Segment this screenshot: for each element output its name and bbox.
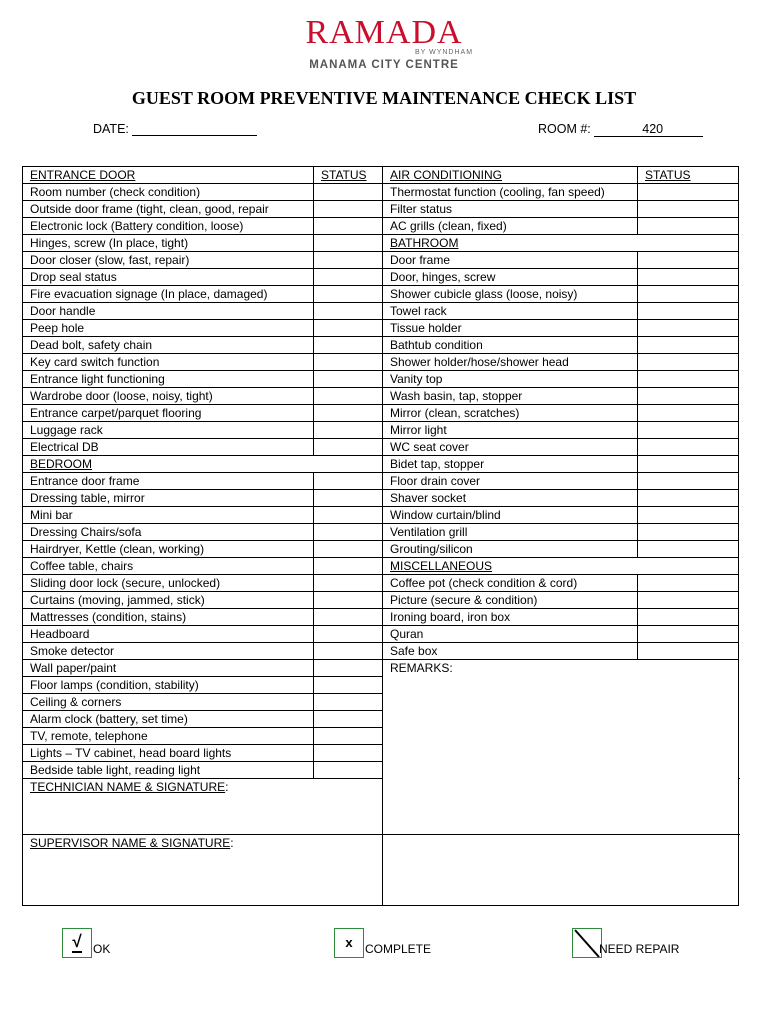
date-label: DATE: xyxy=(93,122,129,136)
table-row xyxy=(23,286,739,303)
table-row xyxy=(23,354,739,371)
complete-checkbox[interactable] xyxy=(334,928,364,958)
status-cell[interactable] xyxy=(638,626,739,643)
checklist-item: Hinges, screw (In place, tight) xyxy=(23,235,314,252)
checklist-item: Door frame xyxy=(383,252,638,269)
table-row xyxy=(23,337,739,354)
label-colon: : xyxy=(225,780,229,794)
date-field[interactable] xyxy=(93,122,257,136)
table-row xyxy=(23,524,739,541)
status-cell[interactable] xyxy=(314,184,383,201)
table-row xyxy=(23,320,739,337)
checklist-item: Dead bolt, safety chain xyxy=(23,337,314,354)
section-header: MISCELLANEOUS xyxy=(383,558,739,575)
table-row xyxy=(23,201,739,218)
status-cell[interactable] xyxy=(314,286,383,303)
checklist-item: Entrance light functioning xyxy=(23,371,314,388)
status-cell[interactable] xyxy=(314,626,383,643)
slash-icon xyxy=(573,929,601,957)
status-cell[interactable] xyxy=(638,507,739,524)
table-row xyxy=(23,422,739,439)
table-row xyxy=(23,184,739,201)
table-row xyxy=(23,558,739,575)
logo-location: MANAMA CITY CENTRE xyxy=(309,59,459,71)
status-cell[interactable] xyxy=(638,524,739,541)
table-row xyxy=(23,405,739,422)
page-title: GUEST ROOM PREVENTIVE MAINTENANCE CHECK LIST xyxy=(131,88,637,108)
status-cell[interactable] xyxy=(638,201,739,218)
checklist-item: Shaver socket xyxy=(383,490,638,507)
checklist-item: Filter status xyxy=(383,201,638,218)
table-row xyxy=(23,575,739,592)
checklist-item: Hairdryer, Kettle (clean, working) xyxy=(23,541,314,558)
room-label: ROOM #: xyxy=(538,122,591,136)
status-header: STATUS xyxy=(314,167,383,184)
status-cell[interactable] xyxy=(314,643,383,660)
status-cell[interactable] xyxy=(638,303,739,320)
checklist-item: Door handle xyxy=(23,303,314,320)
checklist-item: Grouting/silicon xyxy=(383,541,638,558)
status-cell[interactable] xyxy=(638,592,739,609)
checklist-item: Mirror light xyxy=(383,422,638,439)
supervisor-signature-box[interactable] xyxy=(23,835,383,906)
checklist-item: Outside door frame (tight, clean, good, repair xyxy=(23,201,314,218)
section-header: ENTRANCE DOOR xyxy=(23,167,314,184)
checklist-item: Thermostat function (cooling, fan speed) xyxy=(383,184,638,201)
status-cell[interactable] xyxy=(314,235,383,252)
logo-subtitle: BY WYNDHAM xyxy=(414,49,474,56)
status-cell[interactable] xyxy=(314,473,383,490)
checklist-item: Wash basin, tap, stopper xyxy=(383,388,638,405)
checklist-item: Coffee table, chairs xyxy=(23,558,314,575)
checklist-item: Vanity top xyxy=(383,371,638,388)
table-row xyxy=(23,269,739,286)
checklist-item: Dressing table, mirror xyxy=(23,490,314,507)
status-cell[interactable] xyxy=(314,524,383,541)
status-cell[interactable] xyxy=(638,286,739,303)
checklist-item: Door closer (slow, fast, repair) xyxy=(23,252,314,269)
status-cell[interactable] xyxy=(314,762,383,779)
checklist-item: Coffee pot (check condition & cord) xyxy=(383,575,638,592)
checklist-item: Entrance carpet/parquet flooring xyxy=(23,405,314,422)
status-cell[interactable] xyxy=(314,439,383,456)
table-row xyxy=(23,371,739,388)
checklist-item: Ironing board, iron box xyxy=(383,609,638,626)
remarks-label: REMARKS: xyxy=(390,661,453,675)
checklist-item: Towel rack xyxy=(383,303,638,320)
checklist-item: Window curtain/blind xyxy=(383,507,638,524)
status-cell[interactable] xyxy=(638,371,739,388)
status-cell[interactable] xyxy=(314,660,383,677)
checklist-item: Room number (check condition) xyxy=(23,184,314,201)
status-header: STATUS xyxy=(638,167,739,184)
checklist-item: Entrance door frame xyxy=(23,473,314,490)
checklist-item: Shower cubicle glass (loose, noisy) xyxy=(383,286,638,303)
section-header: BATHROOM xyxy=(383,235,739,252)
status-cell[interactable] xyxy=(314,711,383,728)
repair-label: NEED REPAIR xyxy=(599,942,680,956)
status-cell[interactable] xyxy=(314,558,383,575)
table-row xyxy=(23,643,739,660)
checklist-table xyxy=(22,166,739,906)
remarks-box[interactable] xyxy=(383,660,739,835)
status-cell[interactable] xyxy=(314,269,383,286)
status-cell[interactable] xyxy=(638,388,739,405)
checklist-item: Door, hinges, screw xyxy=(383,269,638,286)
ok-checkbox[interactable] xyxy=(62,928,92,958)
table-row xyxy=(23,507,739,524)
status-cell[interactable] xyxy=(638,269,739,286)
checklist-item: Electronic lock (Battery condition, loose) xyxy=(23,218,314,235)
status-cell[interactable] xyxy=(314,218,383,235)
checklist-item: Floor drain cover xyxy=(383,473,638,490)
status-cell[interactable] xyxy=(314,490,383,507)
checklist-item: Bathtub condition xyxy=(383,337,638,354)
status-cell[interactable] xyxy=(638,252,739,269)
status-cell[interactable] xyxy=(638,405,739,422)
checklist-item: Headboard xyxy=(23,626,314,643)
status-cell[interactable] xyxy=(314,694,383,711)
table-row xyxy=(23,490,739,507)
status-cell[interactable] xyxy=(638,473,739,490)
x-icon: x xyxy=(345,935,353,950)
table-row xyxy=(23,235,739,252)
status-cell[interactable] xyxy=(314,337,383,354)
section-header: BEDROOM xyxy=(23,456,383,473)
checklist-item: Quran xyxy=(383,626,638,643)
status-cell[interactable] xyxy=(638,456,739,473)
status-cell[interactable] xyxy=(314,405,383,422)
section-header: AIR CONDITIONING xyxy=(383,167,638,184)
table-row xyxy=(23,541,739,558)
status-cell[interactable] xyxy=(638,541,739,558)
table-row xyxy=(23,439,739,456)
table-row xyxy=(23,592,739,609)
status-cell[interactable] xyxy=(314,320,383,337)
checklist-item: Peep hole xyxy=(23,320,314,337)
status-cell[interactable] xyxy=(638,490,739,507)
checklist-item: Luggage rack xyxy=(23,422,314,439)
checklist-item: Ceiling & corners xyxy=(23,694,314,711)
ok-label: OK xyxy=(93,942,111,956)
checklist-item: Fire evacuation signage (In place, damaged) xyxy=(23,286,314,303)
status-cell[interactable] xyxy=(314,201,383,218)
checklist-item: Safe box xyxy=(383,643,638,660)
label-colon: : xyxy=(230,836,234,850)
checklist-item: Dressing Chairs/sofa xyxy=(23,524,314,541)
checklist-item: Smoke detector xyxy=(23,643,314,660)
checklist-item: Mirror (clean, scratches) xyxy=(383,405,638,422)
checklist-item: Curtains (moving, jammed, stick) xyxy=(23,592,314,609)
table-row xyxy=(23,660,739,677)
checklist-item: Floor lamps (condition, stability) xyxy=(23,677,314,694)
complete-label: COMPLETE xyxy=(365,942,432,956)
checklist-item: Ventilation grill xyxy=(383,524,638,541)
status-cell[interactable] xyxy=(638,337,739,354)
status-cell[interactable] xyxy=(638,354,739,371)
table-row xyxy=(23,167,739,184)
status-cell[interactable] xyxy=(638,218,739,235)
supervisor-signature-label: SUPERVISOR NAME & SIGNATURE xyxy=(30,836,231,850)
status-cell[interactable] xyxy=(638,422,739,439)
status-cell[interactable] xyxy=(314,609,383,626)
status-cell[interactable] xyxy=(314,507,383,524)
checklist-item: Alarm clock (battery, set time) xyxy=(23,711,314,728)
status-cell[interactable] xyxy=(638,439,739,456)
checklist-item: Mattresses (condition, stains) xyxy=(23,609,314,626)
checklist-item: Bidet tap, stopper xyxy=(383,456,638,473)
checklist-item: Drop seal status xyxy=(23,269,314,286)
status-cell[interactable] xyxy=(314,371,383,388)
status-cell[interactable] xyxy=(314,388,383,405)
status-cell[interactable] xyxy=(314,303,383,320)
table-row xyxy=(23,456,739,473)
table-row xyxy=(23,626,739,643)
table-row xyxy=(23,252,739,269)
checklist-item: Wall paper/paint xyxy=(23,660,314,677)
status-cell[interactable] xyxy=(314,252,383,269)
checklist-item: Tissue holder xyxy=(383,320,638,337)
status-cell[interactable] xyxy=(314,541,383,558)
table-row xyxy=(23,303,739,320)
checklist-item: Picture (secure & condition) xyxy=(383,592,638,609)
status-cell[interactable] xyxy=(314,745,383,762)
technician-signature-box[interactable] xyxy=(23,779,383,835)
supervisor-signature-row xyxy=(23,835,739,906)
checklist-item: Key card switch function xyxy=(23,354,314,371)
status-cell[interactable] xyxy=(314,592,383,609)
table-row xyxy=(23,609,739,626)
checklist-item: Bedside table light, reading light xyxy=(23,762,314,779)
status-cell[interactable] xyxy=(314,422,383,439)
checklist-item: Lights – TV cabinet, head board lights xyxy=(23,745,314,762)
status-cell[interactable] xyxy=(314,354,383,371)
status-cell[interactable] xyxy=(638,609,739,626)
checklist-item: Wardrobe door (loose, noisy, tight) xyxy=(23,388,314,405)
check-icon: √ xyxy=(72,932,82,951)
checklist-item: Mini bar xyxy=(23,507,314,524)
repair-checkbox[interactable] xyxy=(572,928,602,958)
date-line xyxy=(132,123,257,136)
checklist-item: WC seat cover xyxy=(383,439,638,456)
status-cell[interactable] xyxy=(638,575,739,592)
status-cell[interactable] xyxy=(314,728,383,745)
technician-signature-label: TECHNICIAN NAME & SIGNATURE xyxy=(30,780,226,794)
checklist-item: Sliding door lock (secure, unlocked) xyxy=(23,575,314,592)
status-cell[interactable] xyxy=(314,677,383,694)
supervisor-signature-right-box[interactable] xyxy=(383,835,739,906)
status-cell[interactable] xyxy=(638,184,739,201)
room-value: 420 xyxy=(594,122,703,137)
table-row xyxy=(23,218,739,235)
checklist-item: TV, remote, telephone xyxy=(23,728,314,745)
checklist-item: Shower holder/hose/shower head xyxy=(383,354,638,371)
checklist-item: AC grills (clean, fixed) xyxy=(383,218,638,235)
table-row xyxy=(23,388,739,405)
status-cell[interactable] xyxy=(638,320,739,337)
checklist-item: Electrical DB xyxy=(23,439,314,456)
table-row xyxy=(23,473,739,490)
status-cell[interactable] xyxy=(638,643,739,660)
room-field[interactable] xyxy=(538,122,703,137)
status-cell[interactable] xyxy=(314,575,383,592)
logo-brand: RAMADA xyxy=(305,14,463,51)
